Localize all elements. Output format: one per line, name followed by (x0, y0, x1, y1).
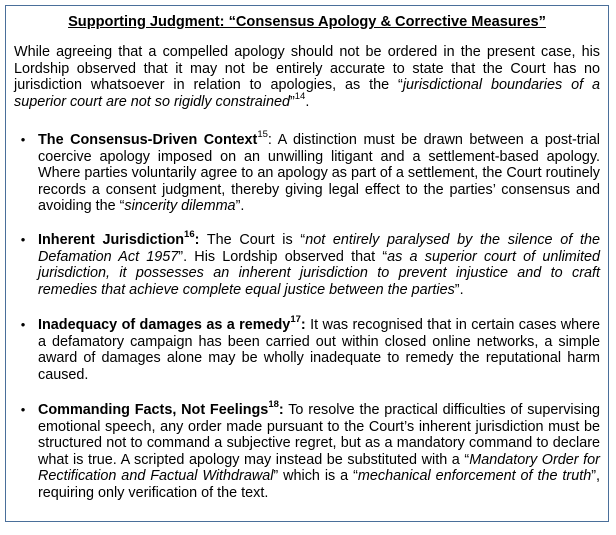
intro-end: . (305, 93, 310, 110)
bullet-consensus-context (14, 129, 600, 215)
intro-paragraph (14, 44, 600, 110)
intro-text: While agreeing that a compelled apology should not be ordered in the present case, his Lordship observed that it may not be entirely accurate to state that the Court has no jurisdiction whatsoever in relation to apologies, as the “ (14, 44, 600, 94)
footnote-ref-15[interactable]: 15 (257, 129, 268, 141)
footnote-ref-16[interactable]: 16 (184, 229, 195, 241)
bullet-heading: The Consensus-Driven Context (38, 132, 258, 148)
bullet-heading-end: : (278, 402, 284, 418)
bullet-quote: Mandatory Order for Rectification and Factual Withdrawal (38, 451, 600, 485)
section-title-text: Supporting Judgment: “Consensus Apology & Corrective Measures” (68, 14, 546, 30)
bullet-heading-end: : (194, 232, 200, 248)
bullet-quote: as a superior court of unlimited jurisdiction, it possesses an inherent jurisdiction to prevent injustice and to craft remedies that achieve complete equal justice between the parties (38, 248, 600, 298)
footnote-ref-17[interactable]: 17 (290, 314, 301, 326)
bullet-end: ”. (235, 198, 245, 215)
bullet-body: A distinction must be drawn between a post-trial coercive apology imposed on an unwilling litigant and a settlement-based apology. Where parties voluntarily agree to an apology as part of a settlement, the Court routinely records a consent judgment, thereby giving legal effect to the parties’ consensus and avoiding the “ (38, 132, 600, 215)
bullet-inadequacy-of-damages (14, 314, 600, 383)
intro-quote-close: ” (289, 93, 295, 110)
bullet-text (38, 399, 600, 502)
bullet-text (38, 229, 601, 298)
footnote-ref-18[interactable]: 18 (268, 399, 279, 411)
bullet-body: ”. His Lordship observed that “ (178, 248, 388, 265)
intro-quote: jurisdictional boundaries of a superior court are not so rigidly constrained (14, 77, 600, 110)
bullet-end: ”. (454, 281, 464, 298)
bullet-marker: • (20, 402, 26, 417)
bullet-marker: • (20, 132, 26, 147)
footnote-ref-14[interactable]: 14 (294, 90, 306, 102)
bullet-body: It was recognised that in certain cases where a defamatory campaign has been carried out within closed online networks, a simple award of damages alone may be wholly inadequate to remedy the reputational harm caused. (38, 317, 600, 383)
bullet-heading: Inadequacy of damages as a remedy (38, 317, 291, 333)
bullet-heading: Inherent Jurisdiction (38, 232, 185, 248)
bullet-commanding-facts (14, 399, 600, 502)
bullet-quote: not entirely paralysed by the silence of the Defamation Act 1957 (38, 232, 601, 265)
bullet-heading-end: : (267, 132, 272, 148)
bullet-inherent-jurisdiction (14, 229, 601, 298)
bullet-heading-end: : (300, 317, 306, 333)
bullet-quote: mechanical enforcement of the truth (357, 468, 592, 485)
bullet-body: The Court is “ (199, 232, 306, 248)
bullet-quote: sincerity dilemma (124, 198, 236, 215)
bullet-marker: • (20, 317, 26, 332)
bullet-marker: • (20, 232, 26, 247)
section-title (6, 13, 608, 31)
bullet-heading: Commanding Facts, Not Feelings (38, 402, 269, 418)
judgment-box (5, 5, 609, 522)
bullet-end: ”, requiring only verification of the text. (38, 468, 600, 501)
bullet-text (38, 129, 600, 215)
bullet-body: To resolve the practical difficulties of supervising emotional speech, any order made pursuant to the Court’s inherent jurisdiction must be structured not to command a subjective regret, but as a mandatory command to declare what is true. A scripted apology may instead be substituted with a “ (38, 402, 600, 468)
bullet-text (38, 314, 600, 383)
bullet-body: ” which is a “ (273, 468, 358, 485)
